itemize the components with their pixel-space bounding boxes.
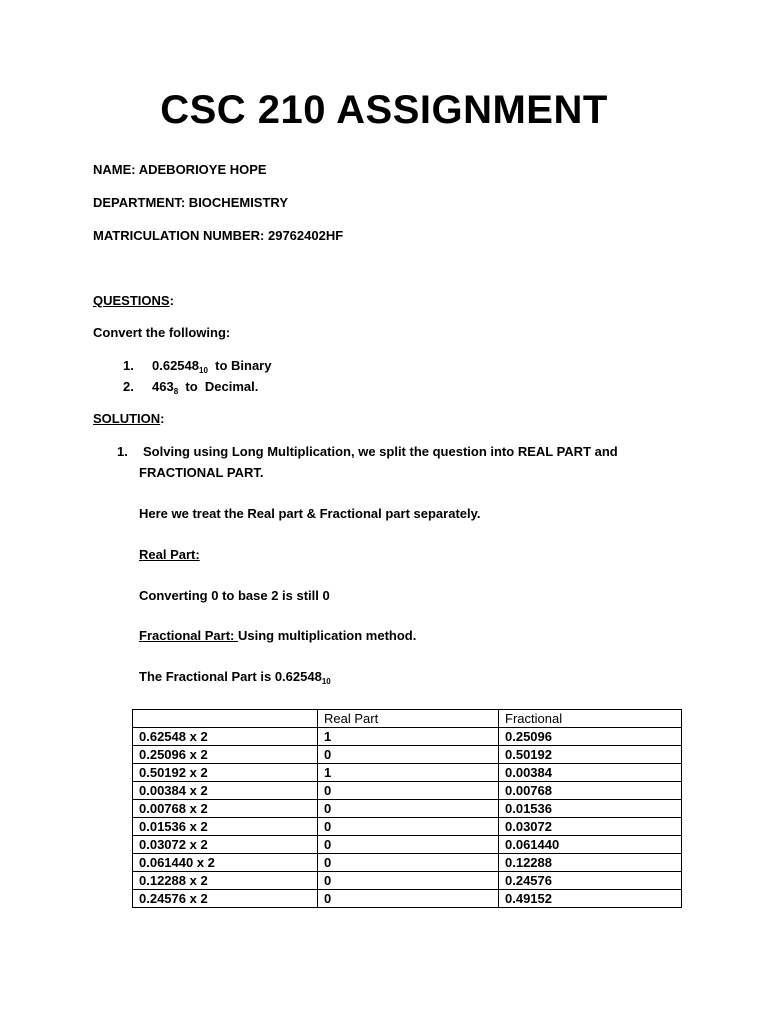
questions-heading-colon: : [169, 293, 174, 308]
table-cell: 0.03072 x 2 [133, 836, 318, 854]
table-header-cell: Real Part [318, 710, 499, 728]
table-header-row [133, 710, 682, 728]
table-cell: 0.01536 [499, 800, 682, 818]
table-cell: 0.00384 x 2 [133, 782, 318, 800]
table-cell: 0 [318, 746, 499, 764]
fractional-value-line [139, 669, 331, 684]
student-department: DEPARTMENT: BIOCHEMISTRY [93, 195, 288, 210]
table-row [133, 800, 682, 818]
table-cell: 0.03072 [499, 818, 682, 836]
table-cell: 0.24576 x 2 [133, 890, 318, 908]
table-cell: 0.50192 x 2 [133, 764, 318, 782]
fractional-part-line [139, 628, 416, 643]
questions-heading-text: QUESTIONS [93, 293, 170, 308]
table-cell: 0.12288 [499, 854, 682, 872]
page-title: CSC 210 ASSIGNMENT [160, 88, 608, 132]
table-cell: 0.061440 x 2 [133, 854, 318, 872]
table-header-cell: Fractional [499, 710, 682, 728]
table-cell: 0.24576 [499, 872, 682, 890]
fractional-value-base: 10 [321, 677, 331, 686]
table-cell: 0 [318, 800, 499, 818]
table-cell: 0.00768 x 2 [133, 800, 318, 818]
solution-heading-text: SOLUTION [93, 411, 161, 426]
table-cell: 0 [318, 890, 499, 908]
question-text: to Binary [207, 358, 272, 373]
question-text: to Decimal. [178, 379, 259, 394]
table-cell: 0.50192 [499, 746, 682, 764]
table-row [133, 890, 682, 908]
question-base: 8 [173, 387, 179, 396]
table-cell: 1 [318, 728, 499, 746]
question-item-1 [93, 358, 271, 373]
table-cell: 0.25096 [499, 728, 682, 746]
solution-step-line-1: Solving using Long Multiplication, we split the question into REAL PART and [143, 444, 618, 459]
table-header-cell [133, 710, 318, 728]
question-item-2 [93, 379, 258, 394]
table-cell: 0.00384 [499, 764, 682, 782]
table-row [133, 818, 682, 836]
solution-heading-colon: : [160, 411, 165, 426]
matriculation-number: MATRICULATION NUMBER: 29762402HF [93, 228, 344, 243]
table-cell: 0.01536 x 2 [133, 818, 318, 836]
table-cell: 0 [318, 836, 499, 854]
questions-intro: Convert the following: [93, 325, 231, 340]
table-cell: 0.25096 x 2 [133, 746, 318, 764]
question-base: 10 [199, 366, 208, 375]
fractional-part-method: Using multiplication method. [237, 628, 417, 643]
table-row [133, 728, 682, 746]
conversion-table [132, 709, 682, 908]
table-cell: 0.061440 [499, 836, 682, 854]
table-cell: 1 [318, 764, 499, 782]
real-part-text: Converting 0 to base 2 is still 0 [139, 588, 330, 603]
solution-step-number: 1. [117, 444, 128, 459]
table-cell: 0 [318, 872, 499, 890]
table-row [133, 836, 682, 854]
table-cell: 0 [318, 782, 499, 800]
table-cell: 0.49152 [499, 890, 682, 908]
table-row [133, 764, 682, 782]
fractional-part-heading: Fractional Part: [139, 628, 238, 643]
questions-heading [93, 293, 174, 308]
question-value: 463 [152, 379, 174, 394]
table-cell: 0.12288 x 2 [133, 872, 318, 890]
question-number: 1. [123, 358, 134, 373]
table-cell: 0 [318, 854, 499, 872]
solution-step-line-2: FRACTIONAL PART. [139, 465, 264, 480]
table-row [133, 782, 682, 800]
table-row [133, 854, 682, 872]
table-row [133, 872, 682, 890]
table-cell: 0 [318, 818, 499, 836]
question-value: 0.62548 [152, 358, 199, 373]
solution-heading [93, 411, 165, 426]
question-number: 2. [123, 379, 134, 394]
table-cell: 0.62548 x 2 [133, 728, 318, 746]
table-cell: 0.00768 [499, 782, 682, 800]
student-name: NAME: ADEBORIOYE HOPE [93, 162, 267, 177]
real-part-heading: Real Part: [139, 547, 200, 562]
table-row [133, 746, 682, 764]
treat-separately-text: Here we treat the Real part & Fractional part separately. [139, 506, 481, 521]
fractional-value-text: The Fractional Part is 0.62548 [139, 669, 322, 684]
